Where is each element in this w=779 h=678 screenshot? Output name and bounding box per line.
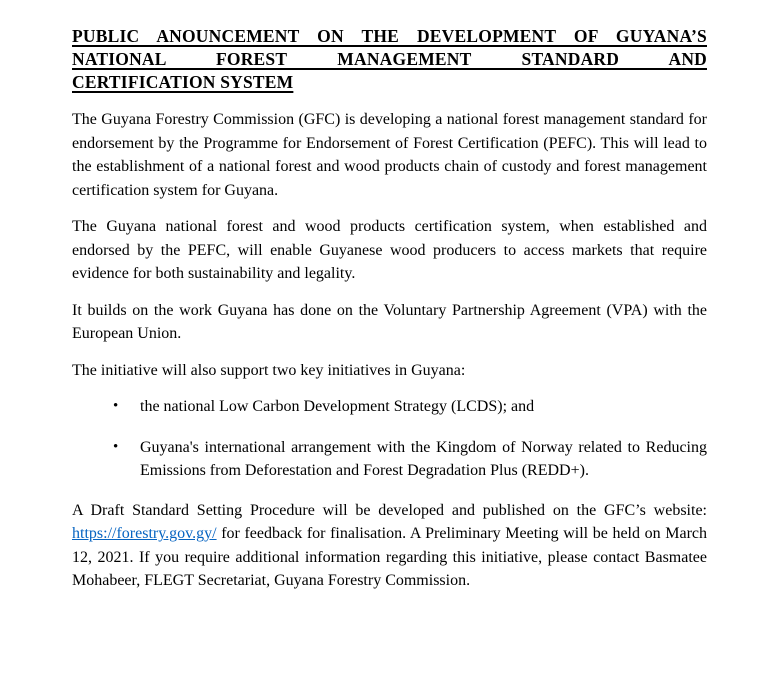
closing-text-after-link: for feedback for finalisation. A Preliminary Meeting will be held on March 12, 2021. If you require additional information regarding this initiative, please contact Basmatee Mohabeer, FLEGT Secretariat, Guyana Forestry Commission. xyxy=(72,525,707,589)
paragraph-gfc-standard: The Guyana Forestry Commission (GFC) is developing a national forest management standard for endorsement by the Programme for Endorsement of Forest Certification (PEFC). This will lead to the establishment of a national forest and wood products chain of custody and forest management certification system for Guyana. xyxy=(72,111,707,199)
list-item-text: Guyana's international arrangement with the Kingdom of Norway related to Reducing Emissions from Deforestation and Forest Degradation Plus (REDD+). xyxy=(140,438,707,479)
paragraph-certification-system: The Guyana national forest and wood products certification system, when established and endorsed by the PEFC, will enable Guyanese wood producers to access markets that require evidence for both sustainability and legality. xyxy=(72,218,707,282)
paragraph-initiatives-intro: The initiative will also support two key initiatives in Guyana: xyxy=(72,361,466,379)
title-line-1: PUBLIC ANOUNCEMENT ON THE DEVELOPMENT OF GUYANA’S xyxy=(72,26,707,46)
forestry-website-link[interactable]: https://forestry.gov.gy/ xyxy=(72,525,217,542)
paragraph-closing xyxy=(72,499,707,593)
list-item-lcds xyxy=(72,395,707,419)
list-item-redd xyxy=(72,436,707,483)
document-title xyxy=(72,25,707,94)
title-line-3: CERTIFICATION SYSTEM xyxy=(72,72,294,92)
title-line-2: NATIONAL FOREST MANAGEMENT STANDARD AND xyxy=(72,49,707,69)
bullet-icon: • xyxy=(113,398,119,414)
initiatives-list xyxy=(72,395,707,483)
bullet-icon: • xyxy=(113,438,119,455)
paragraph-vpa: It builds on the work Guyana has done on the Voluntary Partnership Agreement (VPA) with the European Union. xyxy=(72,301,707,342)
closing-text-before-link: A Draft Standard Setting Procedure will be developed and published on the GFC’s website: xyxy=(72,501,707,519)
list-item-text: the national Low Carbon Development Strategy (LCDS); and xyxy=(140,398,535,415)
